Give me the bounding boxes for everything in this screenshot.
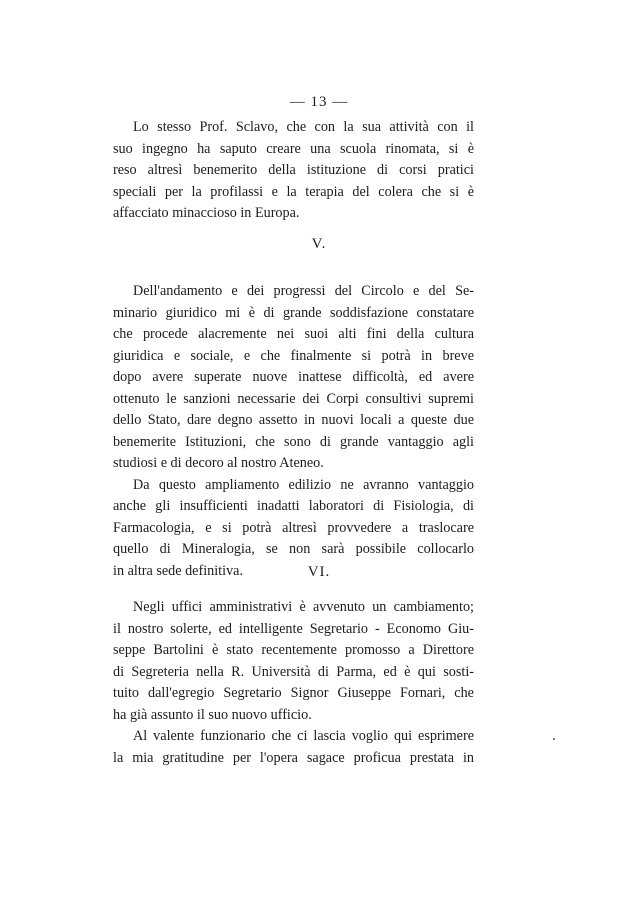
text-line: Al valente funzionario che ci lascia voglio qui esprimere bbox=[133, 728, 474, 744]
text-line: seppe Bartolini è stato recentemente promosso a Direttore bbox=[113, 642, 474, 658]
text-line: affacciato minaccioso in Europa. bbox=[113, 205, 300, 221]
text-line: ottenuto le sanzioni necessarie dei Corpi consultivi supremi bbox=[113, 390, 474, 407]
paper-speck bbox=[553, 738, 555, 740]
text-line: Farmacologia, e si potrà altresì provvedere a traslocare bbox=[113, 519, 474, 536]
section-heading-v: V. bbox=[311, 236, 327, 252]
text-line: di Segreteria nella R. Università di Parma, ed è qui sosti- bbox=[113, 663, 474, 680]
text-line: benemerite Istituzioni, che sono di grande vantaggio agli bbox=[113, 433, 474, 450]
text-line: speciali per la profilassi e la terapia del colera che si è bbox=[113, 183, 474, 200]
text-line: reso altresì benemerito della istituzione di corsi pratici bbox=[113, 162, 474, 178]
text-line: giuridica e sociale, e che finalmente si potrà in breve bbox=[113, 347, 474, 364]
text-line: ha già assunto il suo nuovo ufficio. bbox=[113, 706, 312, 723]
text-line: il nostro solerte, ed intelligente Segretario - Economo Giu- bbox=[113, 620, 474, 637]
section-vi-body bbox=[113, 597, 474, 769]
text-line: tuito dall'egregio Segretario Signor Giuseppe Fornari, che bbox=[113, 685, 474, 701]
text-line: dopo avere superate nuove inattese difficoltà, ed avere bbox=[113, 369, 474, 385]
text-line: minario giuridico mi è di grande soddisfazione constatare bbox=[113, 304, 474, 321]
text-line: che procede alacremente nei suoi alti fini della cultura bbox=[113, 326, 474, 342]
text-line: suo ingegno ha saputo creare una scuola rinomata, si è bbox=[113, 140, 474, 157]
section-v-body bbox=[113, 281, 474, 582]
text-line: Lo stesso Prof. Sclavo, che con la sua attività con il bbox=[133, 119, 474, 135]
text-line: anche gli insufficienti inadatti laboratori di Fisiologia, di bbox=[113, 498, 474, 514]
text-line: dello Stato, dare degno assetto in nuovi locali a queste due bbox=[113, 412, 474, 428]
text-line: Dell'andamento e dei progressi del Circolo e del Se- bbox=[133, 283, 474, 299]
text-line: in altra sede definitiva. bbox=[113, 562, 244, 579]
section-heading-vi: VI. bbox=[307, 564, 331, 580]
text-line: Da questo ampliamento edilizio ne avranno vantaggio bbox=[133, 476, 474, 493]
text-line: studiosi e di decoro al nostro Ateneo. bbox=[113, 455, 324, 471]
text-line: Negli uffici amministrativi è avvenuto un cambiamento; bbox=[133, 599, 474, 615]
text-line: quello di Mineralogia, se non sarà possibile collocarlo bbox=[113, 541, 474, 557]
paragraph-sclavo bbox=[113, 117, 474, 225]
text-line: la mia gratitudine per l'opera sagace proficua prestata in bbox=[113, 749, 474, 766]
page-number: — 13 — bbox=[289, 94, 349, 110]
